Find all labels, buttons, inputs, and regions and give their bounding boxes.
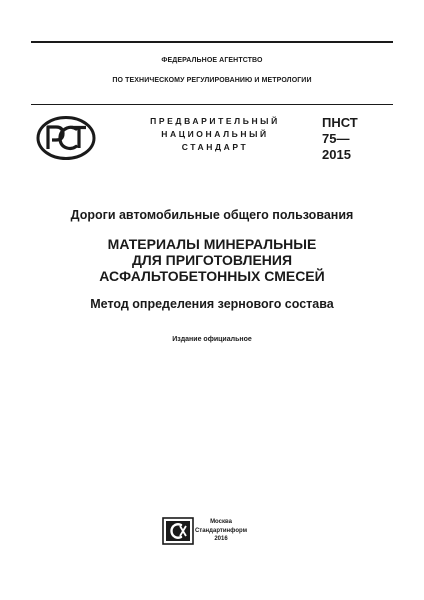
publisher-year: 2016 xyxy=(214,536,228,542)
title-line-2: ДЛЯ ПРИГОТОВЛЕНИЯ xyxy=(131,252,293,268)
standard-number-block xyxy=(322,115,358,163)
standard-code: ПНСТ xyxy=(322,115,358,130)
standard-type-line-3: СТАНДАРТ xyxy=(181,142,249,152)
title-line-1: МАТЕРИАЛЫ МИНЕРАЛЬНЫЕ xyxy=(107,236,317,252)
agency-line-1: ФЕДЕРАЛЬНОЕ АГЕНТСТВО xyxy=(161,57,263,64)
header-rule-middle xyxy=(31,104,393,105)
header-rule-top xyxy=(31,41,393,43)
publisher-name: Стандартинформ xyxy=(194,527,248,534)
publisher-logo-graphic xyxy=(162,517,194,545)
document-method: Метод определения зернового состава xyxy=(90,297,334,311)
document-subject: Дороги автомобильные общего пользования xyxy=(70,208,354,222)
document-title xyxy=(0,236,424,284)
standard-number: 75— xyxy=(322,131,350,146)
standard-year: 2015 xyxy=(322,147,351,162)
rst-logo-graphic xyxy=(36,115,96,161)
publisher-city: Москва xyxy=(210,519,232,525)
agency-line-2: ПО ТЕХНИЧЕСКОМУ РЕГУЛИРОВАНИЮ И МЕТРОЛОГИИ xyxy=(112,77,312,84)
title-line-3: АСФАЛЬТОБЕТОННЫХ СМЕСЕЙ xyxy=(99,268,325,284)
edition-label: Издание официальное xyxy=(172,336,252,343)
rst-logo-icon xyxy=(36,115,96,161)
publisher-info xyxy=(193,518,249,544)
standard-type-line-2: НАЦИОНАЛЬНЫЙ xyxy=(161,129,269,139)
standartinform-logo-icon xyxy=(162,517,194,545)
standard-type xyxy=(150,115,280,154)
standard-type-line-1: ПРЕДВАРИТЕЛЬНЫЙ xyxy=(150,116,280,126)
